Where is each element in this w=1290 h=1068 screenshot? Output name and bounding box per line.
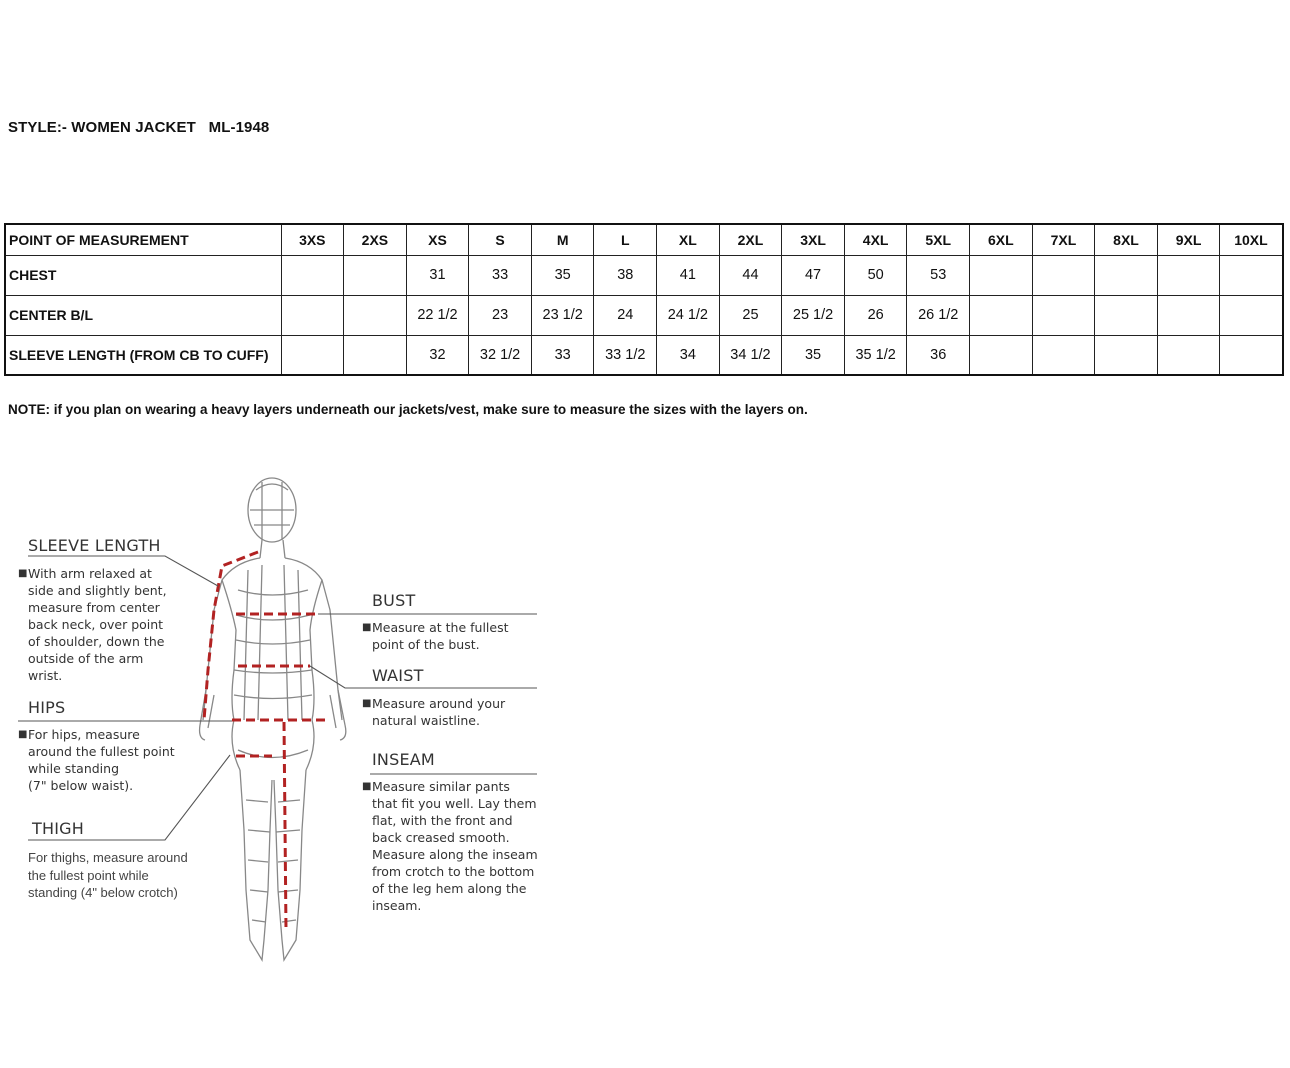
table-cell (1157, 255, 1220, 295)
table-cell: 34 1/2 (719, 335, 782, 375)
table-cell: 36 (907, 335, 970, 375)
style-title: STYLE:- WOMEN JACKET ML-1948 (8, 119, 270, 136)
table-cell: 24 1/2 (657, 295, 720, 335)
table-cell (1157, 295, 1220, 335)
table-cell: 50 (844, 255, 907, 295)
row-label: CHEST (5, 255, 281, 295)
column-header-size: XL (657, 224, 720, 255)
waist-title: WAIST (372, 666, 424, 685)
table-cell (1095, 295, 1158, 335)
table-cell: 24 (594, 295, 657, 335)
column-header-size: 5XL (907, 224, 970, 255)
table-cell (1032, 295, 1095, 335)
table-cell: 35 (531, 255, 594, 295)
table-row (5, 295, 1283, 335)
table-cell: 44 (719, 255, 782, 295)
column-header-size: S (469, 224, 532, 255)
table-cell: 26 (844, 295, 907, 335)
table-cell: 32 1/2 (469, 335, 532, 375)
table-cell: 32 (406, 335, 469, 375)
column-header-size: 4XL (844, 224, 907, 255)
table-row (5, 335, 1283, 375)
sleeve-measure-line (204, 552, 258, 720)
table-cell (344, 295, 407, 335)
column-header-size: 9XL (1157, 224, 1220, 255)
table-cell: 23 1/2 (531, 295, 594, 335)
column-header-size: 2XL (719, 224, 782, 255)
table-cell: 38 (594, 255, 657, 295)
column-header-size: M (531, 224, 594, 255)
table-cell (1032, 335, 1095, 375)
row-label: SLEEVE LENGTH (FROM CB TO CUFF) (5, 335, 281, 375)
column-header-size: 10XL (1220, 224, 1283, 255)
thigh-title: THIGH (32, 819, 84, 838)
waist-description: ■ Measure around your natural waistline. (362, 696, 506, 728)
bust-description: ■ Measure at the fullest point of the bust. (362, 620, 509, 652)
column-header-size: L (594, 224, 657, 255)
table-cell: 33 1/2 (594, 335, 657, 375)
table-row (5, 255, 1283, 295)
column-header-size: 7XL (1032, 224, 1095, 255)
table-cell: 31 (406, 255, 469, 295)
column-header-size: 6XL (970, 224, 1033, 255)
bust-title: BUST (372, 591, 416, 610)
column-header-size: 8XL (1095, 224, 1158, 255)
table-cell (1220, 255, 1283, 295)
size-chart-table (4, 223, 1284, 376)
table-cell (1095, 255, 1158, 295)
table-cell: 35 (782, 335, 845, 375)
column-header-size: 3XL (782, 224, 845, 255)
table-header-row (5, 224, 1283, 255)
column-header-size: 2XS (344, 224, 407, 255)
table-cell: 35 1/2 (844, 335, 907, 375)
table-cell (281, 335, 344, 375)
table-cell: 25 1/2 (782, 295, 845, 335)
hips-description: ■ For hips, measure around the fullest point while standing (7" below waist). (18, 727, 175, 793)
row-label: CENTER B/L (5, 295, 281, 335)
inseam-description: ■ Measure similar pants that fit you well. Lay them flat, with the front and back creased smooth. Measure along the inseam from crotch to the bottom of the leg hem along the inseam. (362, 779, 538, 913)
sleeve-length-description: ■ With arm relaxed at side and slightly bent, measure from center back neck, over point of shoulder, down the outside of the arm wrist. (18, 566, 167, 683)
table-cell: 22 1/2 (406, 295, 469, 335)
table-cell: 33 (469, 255, 532, 295)
table-body (5, 255, 1283, 375)
table-cell (1095, 335, 1158, 375)
table-cell: 25 (719, 295, 782, 335)
table-cell: 53 (907, 255, 970, 295)
table-cell (281, 255, 344, 295)
inseam-title: INSEAM (372, 750, 435, 769)
inseam-measure-line (284, 722, 286, 930)
table-cell: 26 1/2 (907, 295, 970, 335)
sleeve-length-title: SLEEVE LENGTH (28, 536, 161, 555)
table-cell: 23 (469, 295, 532, 335)
measurement-lines (204, 552, 326, 930)
column-header-size: 3XS (281, 224, 344, 255)
layering-note: NOTE: if you plan on wearing a heavy layers underneath our jackets/vest, make sure to measure the sizes with the layers on. (8, 402, 808, 417)
thigh-description: For thighs, measure around the fullest point while standing (4" below crotch) (28, 850, 188, 900)
table-cell (1220, 295, 1283, 335)
table-cell: 33 (531, 335, 594, 375)
table-cell: 34 (657, 335, 720, 375)
measurement-diagram (0, 470, 560, 980)
table-cell (281, 295, 344, 335)
hips-title: HIPS (28, 698, 66, 717)
column-header-size: XS (406, 224, 469, 255)
column-header-point-of-measurement: POINT OF MEASUREMENT (5, 224, 281, 255)
table-cell (344, 335, 407, 375)
table-cell (1032, 255, 1095, 295)
table-cell (970, 255, 1033, 295)
table-cell: 47 (782, 255, 845, 295)
table-cell: 41 (657, 255, 720, 295)
table-cell (1157, 335, 1220, 375)
table-cell (970, 335, 1033, 375)
table-cell (344, 255, 407, 295)
table-cell (1220, 335, 1283, 375)
table-cell (970, 295, 1033, 335)
